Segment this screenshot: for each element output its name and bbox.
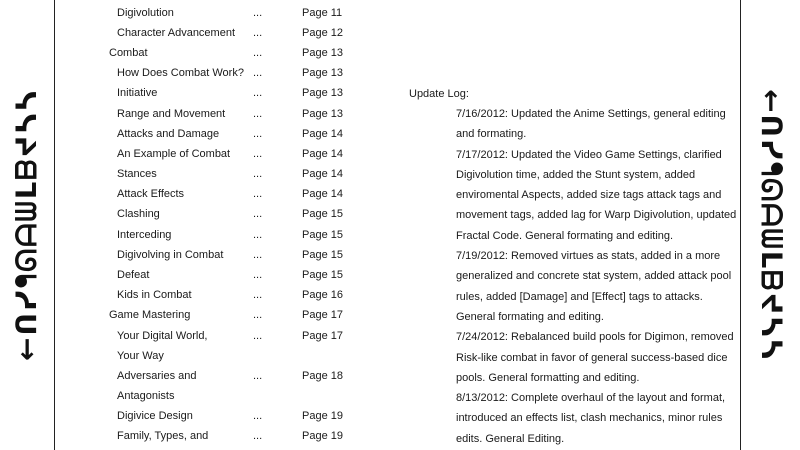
toc-entry-leader: ... [253, 269, 263, 281]
toc-entry-title: Combat [109, 47, 148, 59]
toc-entry-title: Family, Types, and [117, 430, 209, 442]
toc-entry-title: Your Digital World, [117, 330, 208, 342]
toc-entry-page: Page 16 [302, 289, 343, 301]
toc-row [0, 144, 400, 164]
toc-entry-page: Page 15 [302, 208, 343, 220]
toc-entry-title: Digivice Design [117, 410, 193, 422]
toc-row [0, 43, 400, 63]
toc-entry-leader: ... [253, 67, 263, 79]
toc-row [0, 104, 400, 124]
toc-entry-page: Page 17 [302, 330, 343, 342]
toc-entry-leader: ... [253, 87, 263, 99]
right-side-banner-text: ←ᑎᓯᖳᘏᗩᗯᒪᗷᔪᓴᓴ [754, 88, 788, 362]
toc-entry-leader: ... [253, 128, 263, 140]
toc-entry-leader: ... [253, 430, 263, 442]
toc-entry-page: Page 14 [302, 188, 343, 200]
update-log-entry: 8/13/2012: Complete overhaul of the layout and format, introduced an effects list, clash mechanics, minor rules edits. General Editing. [456, 392, 726, 445]
toc-row [0, 245, 400, 265]
toc-entry-page: Page 12 [302, 27, 343, 39]
toc-entry-page: Page 14 [302, 168, 343, 180]
toc-entry-title: Digivolving in Combat [117, 249, 224, 261]
toc-row [0, 346, 400, 366]
toc-entry-leader: ... [253, 309, 263, 321]
toc-row [0, 386, 400, 406]
toc-row [0, 426, 400, 446]
toc-entry-leader: ... [253, 208, 263, 220]
toc-entry-leader: ... [253, 249, 263, 261]
toc-entry-leader: ... [253, 168, 263, 180]
toc-entry-page: Page 14 [302, 128, 343, 140]
toc-entry-title: Attacks and Damage [117, 128, 220, 140]
toc-entry-page: Page 17 [302, 309, 343, 321]
toc-row [0, 366, 400, 386]
toc-entry-page: Page 13 [302, 108, 343, 120]
toc-entry-page: Page 13 [302, 67, 343, 79]
update-log-entry: 7/16/2012: Updated the Anime Settings, general editing and formating. [456, 108, 726, 141]
toc-entry-page: Page 13 [302, 87, 343, 99]
toc-entry-title: Stances [117, 168, 157, 180]
toc-row [0, 184, 400, 204]
update-log-entry: 7/19/2012: Removed virtues as stats, added in a more generalized and concrete stat system, added attack pool rules, added [Damage] and [Effect] tags to attacks. General formating and editing. [456, 250, 732, 323]
toc-row [0, 124, 400, 144]
toc-entry-page: Page 19 [302, 430, 343, 442]
toc-entry-leader: ... [253, 289, 263, 301]
update-log-heading: Update Log: [409, 88, 469, 100]
toc-row [0, 406, 400, 426]
toc-row [0, 265, 400, 285]
left-side-banner-text: ←ᑎᓯᖳᘏᗩᗯᒪᗷᔪᓴᓴ [10, 88, 43, 362]
toc-entry-title: Clashing [117, 208, 160, 220]
toc-row [0, 83, 400, 103]
toc-row [0, 305, 400, 325]
toc-entry-title: Kids in Combat [117, 289, 192, 301]
toc-entry-title: Attack Effects [117, 188, 185, 200]
right-side-banner [740, 0, 800, 450]
toc-row [0, 204, 400, 224]
toc-entry-leader: ... [253, 330, 263, 342]
toc-entry-page: Page 19 [302, 410, 343, 422]
toc-entry-leader: ... [253, 370, 263, 382]
toc-row [0, 285, 400, 305]
toc-entry-leader: ... [253, 229, 263, 241]
toc-row [0, 225, 400, 245]
toc-entry-page: Page 15 [302, 229, 343, 241]
toc-entry-title: How Does Combat Work? [117, 67, 244, 79]
update-log [409, 84, 744, 449]
toc-row [0, 326, 400, 346]
toc-entry-leader: ... [253, 188, 263, 200]
toc-entry-page: Page 14 [302, 148, 343, 160]
toc-row [0, 63, 400, 83]
toc-entry-leader: ... [253, 108, 263, 120]
toc-entry-title: Range and Movement [117, 108, 226, 120]
toc-row [0, 23, 400, 43]
toc-entry-page: Page 15 [302, 249, 343, 261]
update-log-entries [409, 104, 744, 449]
toc-entry-title: Interceding [117, 229, 172, 241]
toc-entry-title: Defeat [117, 269, 150, 281]
toc-entry-title: Character Advancement [117, 27, 236, 39]
toc-entry-title: An Example of Combat [117, 148, 231, 160]
toc-entry-page: Page 18 [302, 370, 343, 382]
toc-row [0, 3, 400, 23]
toc-entry-leader: ... [253, 148, 263, 160]
toc-entry-page: Page 13 [302, 47, 343, 59]
toc-entry-title: Initiative [117, 87, 158, 99]
toc-entry-page: Page 11 [302, 7, 343, 19]
toc-entry-title: Adversaries and [117, 370, 197, 382]
update-log-entry: 7/24/2012: Rebalanced build pools for Digimon, removed Risk-like combat in favor of general success-based dice pools. General formatting and editing. [456, 331, 734, 384]
toc-entry-title: Antagonists [117, 390, 175, 402]
toc-entry-title: Your Way [117, 350, 164, 362]
toc-entry-leader: ... [253, 47, 263, 59]
update-log-entry: 7/17/2012: Updated the Video Game Settings, clarified Digivolution time, added the Stunt system, added enviromental Aspects, added size tags attack tags and movement tags, added lag for Warp Digivolution, updated Fractal Code. General formating and editing. [456, 148, 737, 242]
toc-entry-leader: ... [253, 410, 263, 422]
toc-entry-leader: ... [253, 27, 263, 39]
toc-row [0, 164, 400, 184]
toc-entry-title: Digivolution [117, 7, 174, 19]
toc-entry-page: Page 15 [302, 269, 343, 281]
toc-entry-title: Game Mastering [109, 309, 191, 321]
toc-entry-leader: ... [253, 7, 263, 19]
